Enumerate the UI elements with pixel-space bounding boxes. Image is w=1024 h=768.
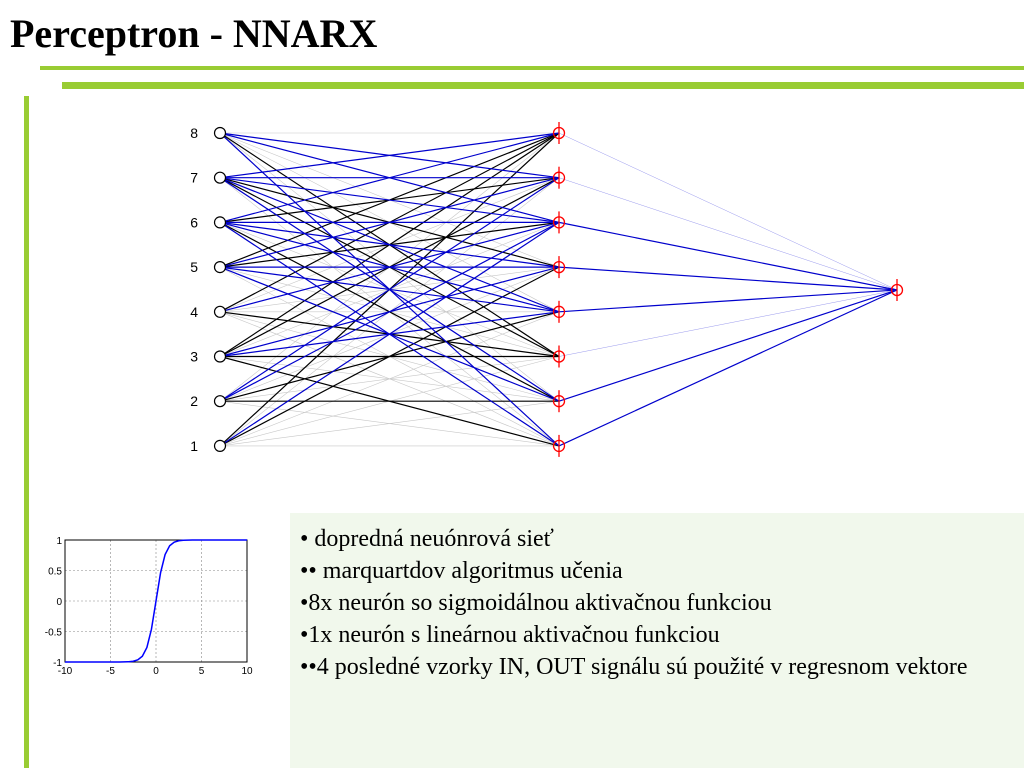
output-connection-strong <box>559 222 897 290</box>
input-labels <box>190 125 198 454</box>
output-connection-strong <box>559 267 897 290</box>
sigmoid-activation-chart <box>30 525 265 685</box>
y-tick-label: -1 <box>53 658 62 669</box>
x-tick-label: 0 <box>153 666 159 677</box>
bullet-output-neuron: •1x neurón s lineárnou aktivačnou funkciou <box>300 622 720 648</box>
input-node-label: 7 <box>190 169 198 186</box>
input-node-label: 5 <box>190 259 198 276</box>
hidden-output-connections <box>559 133 897 446</box>
x-tick-label: 10 <box>241 666 253 677</box>
y-tick-label: -0.5 <box>44 627 62 639</box>
bullet-hidden-neurons: •8x neurón so sigmoidálnou aktivačnou funkciou <box>300 590 772 616</box>
input-node-label: 8 <box>190 125 198 141</box>
y-tick-label: 0.5 <box>48 566 62 578</box>
sigmoid-curve <box>65 540 247 662</box>
chart-tick-labels <box>45 536 253 677</box>
input-node-label: 6 <box>190 214 198 231</box>
input-node <box>215 172 226 183</box>
input-node-label: 3 <box>190 348 198 365</box>
input-node <box>215 396 226 407</box>
y-tick-label: 0 <box>56 597 62 608</box>
input-node-label: 4 <box>190 303 198 320</box>
input-node <box>215 262 226 273</box>
input-node <box>215 217 226 228</box>
slide-title: Perceptron - NNARX <box>10 11 378 56</box>
bullet-network-type: • dopredná neuónrová sieť <box>300 526 554 552</box>
input-node-label: 1 <box>190 437 198 454</box>
y-tick-label: 1 <box>56 536 62 547</box>
output-connection-strong <box>559 290 897 312</box>
bullet-regression-vector: ••4 posledné vzorky IN, OUT signálu sú použité v regresnom vektore <box>300 654 968 680</box>
bullet-training-algorithm: •• marquartdov algoritmus učenia <box>300 558 623 584</box>
input-node-label: 2 <box>190 393 198 410</box>
description-list <box>300 523 1024 683</box>
output-connection-weak <box>559 178 897 290</box>
x-tick-label: -10 <box>57 666 73 677</box>
x-tick-label: 5 <box>198 666 205 677</box>
output-connection-weak <box>559 290 897 357</box>
output-connection-strong <box>559 290 897 401</box>
output-connection-weak <box>559 133 897 290</box>
strong-weight-connections <box>220 133 559 446</box>
output-connection-strong <box>559 290 897 446</box>
network-nodes <box>215 122 903 457</box>
description-box <box>290 513 1024 768</box>
input-node <box>215 128 226 139</box>
x-tick-label: -5 <box>106 666 115 677</box>
input-node <box>215 306 226 317</box>
input-node <box>215 351 226 362</box>
input-node <box>215 440 226 451</box>
